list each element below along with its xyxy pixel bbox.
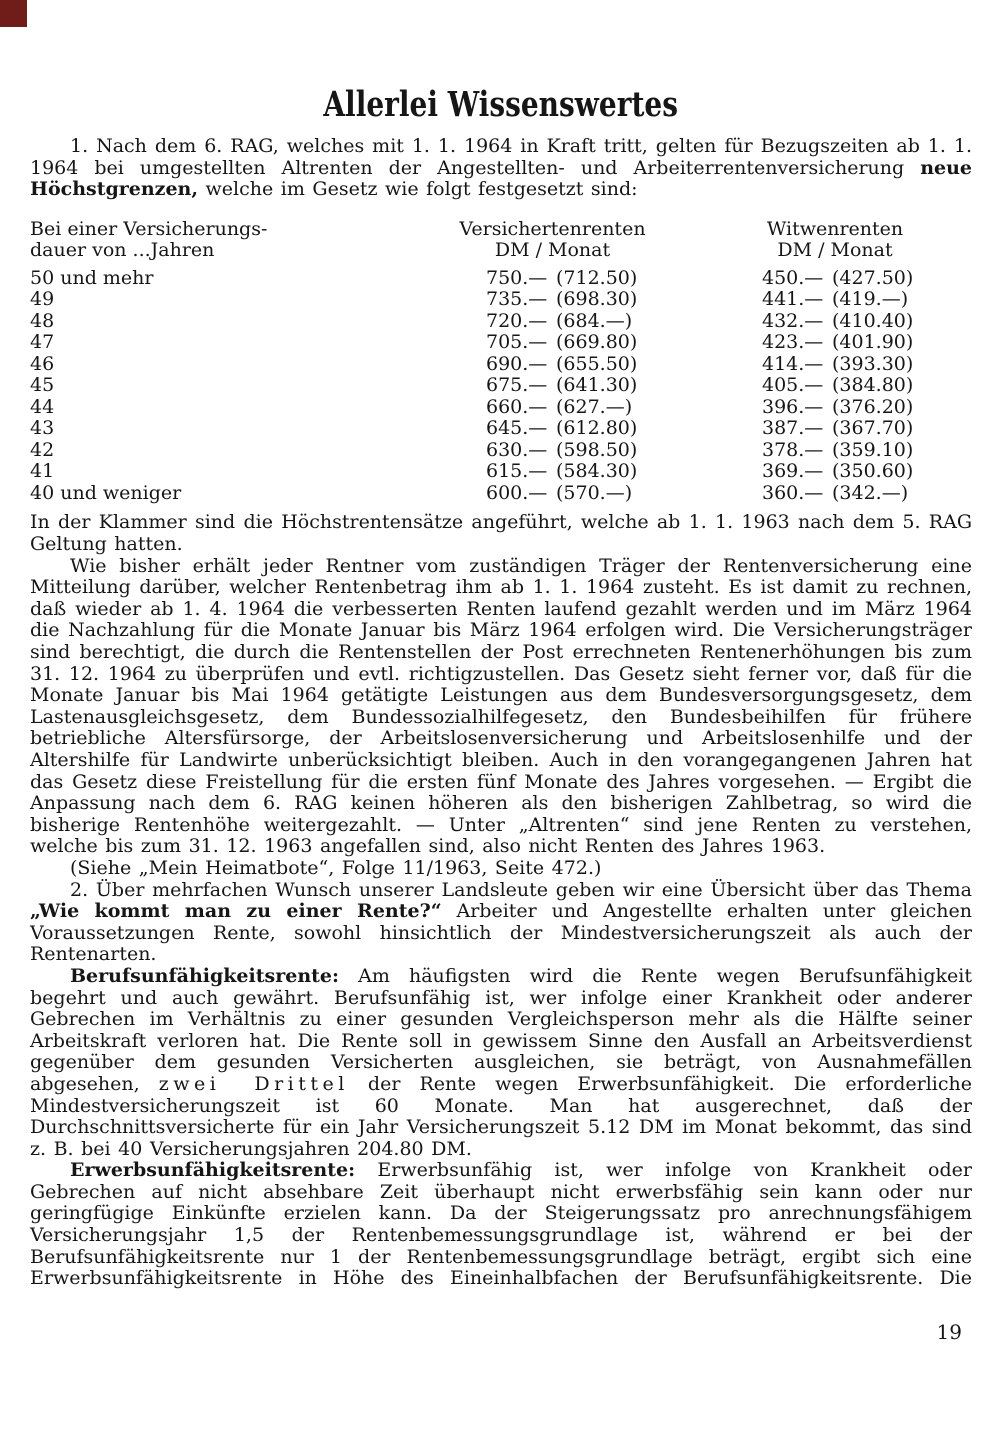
cell-duration: 46 — [30, 352, 55, 375]
cell-versicherten-old: (612.80) — [556, 417, 638, 440]
table-row — [30, 440, 972, 462]
table-row — [30, 375, 972, 397]
berufs-heading: Berufsunfähigkeitsrente: — [70, 964, 340, 987]
cell-witwen-value: 387.— — [762, 417, 824, 440]
uebersicht-text-pre: 2. Über mehrfachen Wunsch unserer Landsleute geben wir eine Übersicht über das Thema — [70, 878, 972, 901]
article-title: Allerlei Wissenswertes — [323, 84, 679, 125]
paragraph-intro — [30, 136, 972, 201]
paragraph-wie-bisher: Wie bisher erhält jeder Rentner vom zuständigen Träger der Rentenversicherung eine Mitteilung darüber, welcher Rentenbetrag ihm ab 1. 1. 1964 zusteht. Es ist damit zu rechnen, daß wieder ab 1. 4. 1964 die verbesserten Renten laufend gezahlt werden und im März 1964 die Nachzahlung für die Monate Januar bis März 1964 erfolgen wird. Die Versicherungsträger sind berechtigt, die durch die Rentenstellen der Post errechneten Rentenerhöhungen bis zum 31. 12. 1964 zu überprüfen und evtl. richtigzustellen. Das Gesetz sieht ferner vor, daß für die Monate Januar bis Mai 1964 getätigte Leistungen aus dem Bundesversorgungsgesetz, dem Lastenausgleichsgesetz, dem Bundessozialhilfegesetz, den Bundesbeihilfen für frühere betriebliche Altersfürsorge, der Arbeitslosenversicherung und Arbeitslosenhilfe und der Altershilfe für Landwirte unberücksichtigt bleiben. Auch in den vorangegangenen Jahren hat das Gesetz diese Freistellung für die ersten fünf Monate des Jahres vorgesehen. — Ergibt die Anpassung nach dem 6. RAG keinen höheren als den bisherigen Zahlbetrag, so wird die bisherige Rentenhöhe weitergezahlt. — Unter „Altrenten“ sind jene Renten zu verstehen, welche bis zum 31. 12. 1963 angefallen sind, also nicht Renten des Jahres 1963. — [30, 554, 972, 858]
cell-witwen-value: 423.— — [762, 331, 824, 354]
cell-witwen-value: 432.— — [762, 309, 824, 332]
cell-witwen-old: (342.—) — [832, 481, 909, 504]
cell-duration: 42 — [30, 438, 55, 461]
cell-witwen-old: (419.—) — [832, 288, 909, 311]
table-header — [30, 219, 972, 262]
cell-versicherten-old: (669.80) — [556, 331, 638, 354]
cell-witwen-old: (376.20) — [832, 395, 914, 418]
cell-versicherten-old: (584.30) — [556, 460, 638, 483]
header-witwenrenten-line2: DM / Monat — [777, 239, 893, 262]
cell-versicherten-value: 735.— — [486, 288, 548, 311]
cell-duration: 43 — [30, 417, 55, 440]
cell-duration: 40 und weniger — [30, 481, 182, 504]
cell-versicherten-value: 645.— — [486, 417, 548, 440]
cell-witwen-value: 369.— — [762, 460, 824, 483]
paragraph-berufsunfaehigkeitsrente — [30, 966, 972, 1160]
cell-versicherten-old: (570.—) — [556, 481, 633, 504]
header-duration-line1: Bei einer Versicherungs- — [30, 217, 268, 240]
cell-witwen-value: 405.— — [762, 374, 824, 397]
cell-witwen-old: (401.90) — [832, 331, 914, 354]
cell-witwen-old: (410.40) — [832, 309, 914, 332]
intro-text-pre: 1. Nach dem 6. RAG, welches mit 1. 1. 1964 in Kraft tritt, gelten für Bezugszeiten ab 1. 1. 1964 bei umgestellten Altrenten der Angestellten- und Arbeiterrentenversicherung — [30, 135, 972, 179]
cell-versicherten-value: 615.— — [486, 460, 548, 483]
header-witwenrenten — [735, 219, 935, 262]
paragraph-erwerbsunfaehigkeitsrente — [30, 1160, 972, 1290]
header-duration-line2: dauer von ...Jahren — [30, 239, 215, 262]
uebersicht-text-bold: „Wie kommt man zu einer Rente?“ — [30, 900, 442, 923]
cell-duration: 41 — [30, 460, 55, 483]
cell-versicherten-old: (598.50) — [556, 438, 638, 461]
header-witwenrenten-line1: Witwenrenten — [766, 217, 904, 240]
header-versichertenrenten-line2: DM / Monat — [494, 239, 611, 262]
cell-versicherten-value: 750.— — [486, 266, 548, 289]
cell-witwen-old: (350.60) — [832, 460, 914, 483]
cell-duration: 44 — [30, 395, 55, 418]
cell-versicherten-old: (698.30) — [556, 288, 638, 311]
cell-versicherten-old: (684.—) — [556, 309, 633, 332]
page-number: 19 — [936, 1320, 962, 1344]
pension-rate-table — [30, 219, 972, 505]
cell-duration: 47 — [30, 331, 55, 354]
cell-versicherten-value: 600.— — [486, 481, 548, 504]
intro-text-bold: neue Höchstgrenzen, — [30, 156, 972, 201]
table-row — [30, 483, 972, 505]
erwerbs-text-body: Erwerbsunfähig ist, wer infolge von Krankheit oder Gebrechen auf nicht absehbare Zeit überhaupt nicht erwerbsfähig sein kann oder nur geringfügige Einkünfte erzielen kann. Da der Steigerungssatz pro anrechnungsfähigem Versicherungsjahr 1,5 der Rentenbemessungsgrundlage ist, während er bei der Berufsunfähigkeitsrente nur 1 der Rentenbemessungsgrundlage beträgt, ergibt sich eine Erwerbsunfähigkeitsrente in Höhe des Eineinhalbfachen der Berufsunfähigkeitsrente. Die — [30, 1159, 972, 1290]
cell-witwen-value: 450.— — [762, 266, 824, 289]
table-row — [30, 354, 972, 376]
erwerbs-heading: Erwerbsunfähigkeitsrente: — [70, 1159, 356, 1182]
cell-witwen-value: 396.— — [762, 395, 824, 418]
cell-witwen-old: (393.30) — [832, 352, 914, 375]
cell-duration: 50 und mehr — [30, 266, 154, 289]
cell-versicherten-value: 630.— — [486, 438, 548, 461]
scan-corner-mark — [0, 0, 27, 27]
cell-versicherten-old: (655.50) — [556, 352, 638, 375]
cell-versicherten-value: 660.— — [486, 395, 548, 418]
cell-versicherten-old: (627.—) — [556, 395, 633, 418]
cell-witwen-old: (384.80) — [832, 374, 914, 397]
cell-duration: 48 — [30, 309, 55, 332]
cell-versicherten-value: 690.— — [486, 352, 548, 375]
table-row — [30, 397, 972, 419]
cell-versicherten-value: 675.— — [486, 374, 548, 397]
table-row — [30, 268, 972, 290]
cell-duration: 45 — [30, 374, 55, 397]
cell-witwen-value: 360.— — [762, 481, 824, 504]
header-versichertenrenten-line1: Versichertenrenten — [459, 217, 646, 240]
berufs-text-post: der Rente wegen Erwerbsunfähigkeit. Die erforderliche Mindestversicherungszeit ist 60 Monate. Man hat ausgerechnet, daß der Durchschnittsversicherte für ein Jahr Versicherungszeit 5.12 DM im Monat bekommt, das sind z. B. bei 40 Versicherungsjahren 204.80 DM. — [30, 1072, 972, 1160]
cell-versicherten-value: 705.— — [486, 331, 548, 354]
cell-versicherten-old: (641.30) — [556, 374, 638, 397]
uebersicht-text-post: Arbeiter und Angestellte erhalten unter gleichen Voraussetzungen Rente, sowohl hinsichtlich der Mindestversicherungszeit als auch der Rentenarten. — [30, 900, 972, 966]
cell-witwen-value: 378.— — [762, 438, 824, 461]
cell-witwen-old: (367.70) — [832, 417, 914, 440]
paragraph-uebersicht-rente — [30, 880, 972, 966]
paragraph-siehe-heimatbote: (Siehe „Mein Heimatbote“, Folge 11/1963, Seite 472.) — [70, 856, 602, 879]
berufs-text-pre: Am häufigsten wird die Rente wegen Berufsunfähigkeit begehrt und auch gewährt. Berufsunfähig ist, wer infolge einer Krankheit oder anderer Gebrechen im Verhältnis zu einer gesunden Vergleichsperson mehr als die Hälfte seiner Arbeitskraft verloren hat. Die Rente soll in gewissem Sinne den Ausfall an Arbeitsverdienst gegenüber dem gesunden Versicherten ausgleichen, sie beträgt, von Ausnahmefällen abgesehen, — [30, 964, 972, 1095]
cell-duration: 49 — [30, 288, 55, 311]
table-row — [30, 311, 972, 333]
cell-versicherten-value: 720.— — [486, 309, 548, 332]
table-body — [30, 268, 972, 505]
cell-witwen-old: (359.10) — [832, 438, 914, 461]
intro-text-post: welche im Gesetz wie folgt festgesetzt sind: — [198, 178, 638, 201]
table-row — [30, 332, 972, 354]
table-row — [30, 418, 972, 440]
paragraph-klammer: In der Klammer sind die Höchstrentensätze angeführt, welche ab 1. 1. 1963 nach dem 5. RAG Geltung hatten. — [30, 511, 972, 556]
cell-witwen-value: 414.— — [762, 352, 824, 375]
cell-witwen-old: (427.50) — [832, 266, 914, 289]
header-versichertenrenten — [455, 219, 650, 262]
header-duration — [30, 219, 455, 262]
table-row — [30, 461, 972, 483]
table-row — [30, 289, 972, 311]
page-title-wrap — [30, 86, 972, 124]
berufs-text-spaced: zwei Drittel — [158, 1072, 349, 1095]
cell-witwen-value: 441.— — [762, 288, 824, 311]
cell-versicherten-old: (712.50) — [556, 266, 638, 289]
